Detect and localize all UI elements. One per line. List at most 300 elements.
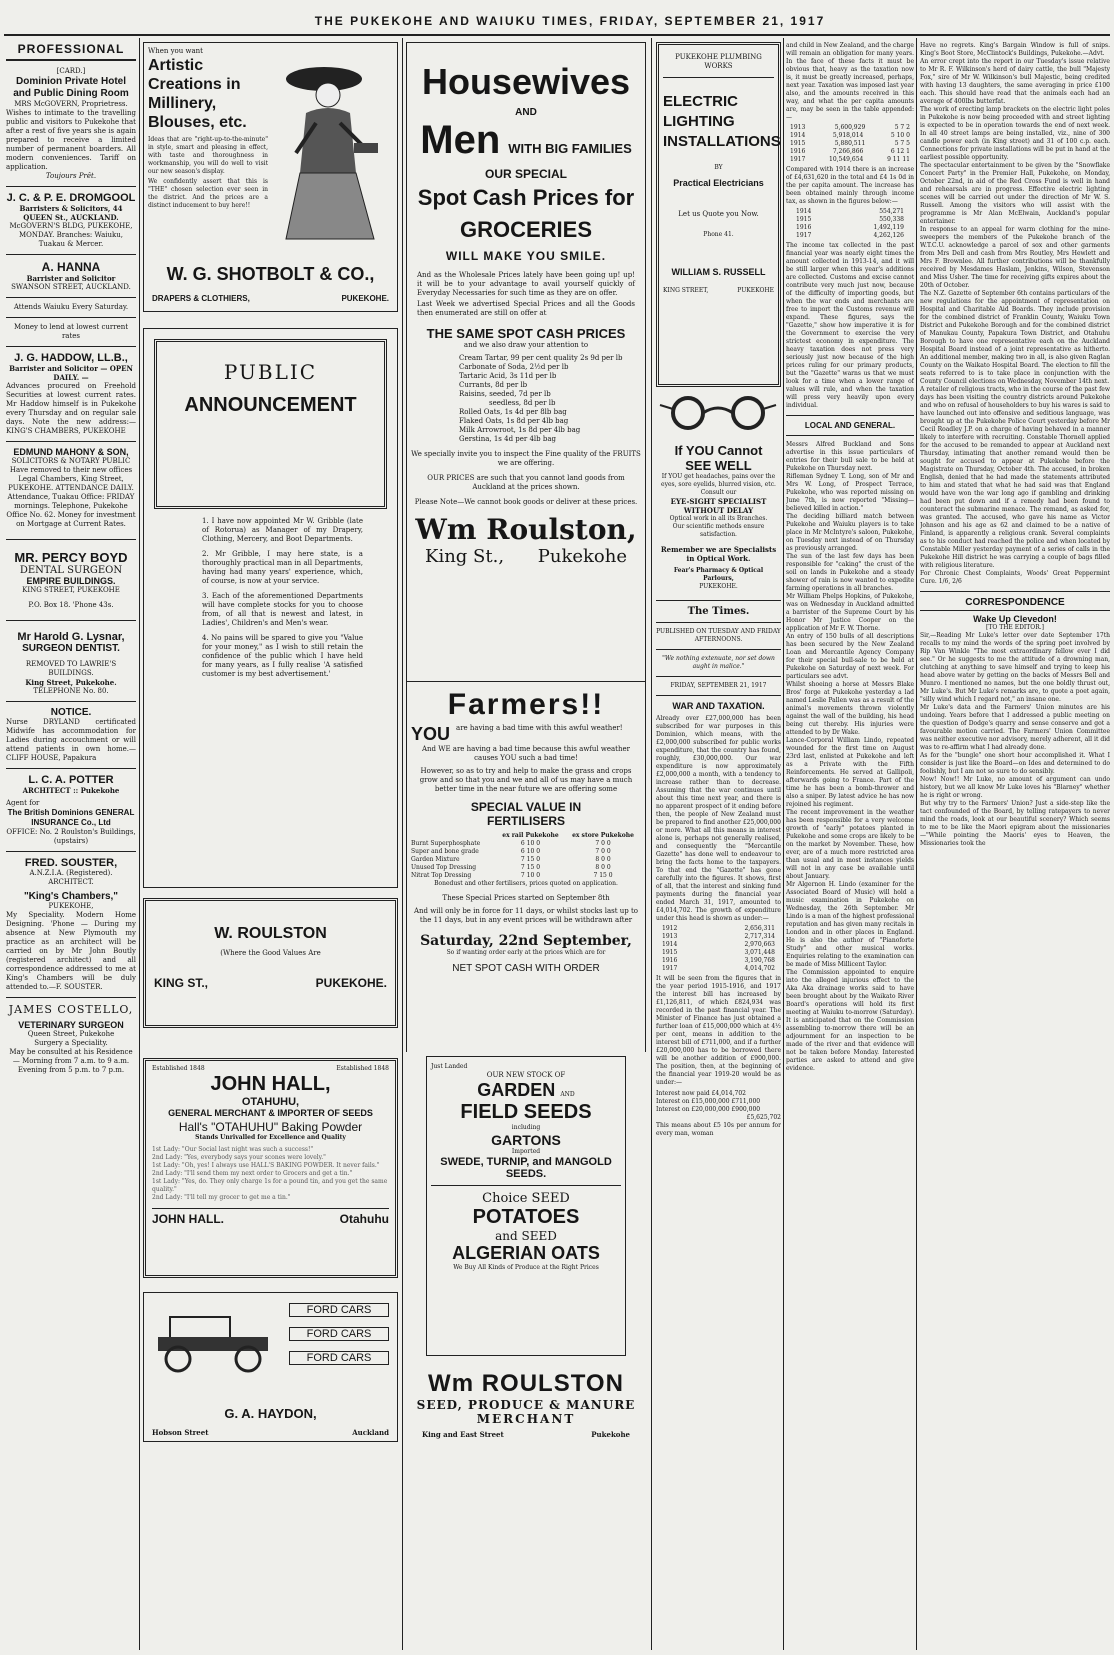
- tax-per-head: 5 10 0: [890, 132, 910, 139]
- hanna-address: SWANSON STREET, AUCKLAND.: [11, 283, 131, 291]
- hw-items-list: [459, 354, 641, 444]
- table-row: [662, 965, 775, 973]
- hw-item: Currants, 8d per lb: [459, 381, 528, 389]
- jh-stands: Stands Unrivalled for Excellence and Quality: [195, 1134, 346, 1141]
- hw-note: Please Note—We cannot book goods or deliver at these prices.: [414, 498, 638, 506]
- news-item: In response to an appeal for warm clothing for the mine-sweepers the members of the Pukekohe branch of the W.T.C.U. acknowledge a parcel of sox and other garments from Mrs Dell and cash from Mrs Routley, Mrs Hewlett and Mrs F. Brownlee. All further contributions will be thankfully received by Mesdames Haslam, Jenkins, Wilson, Stevenson and Miss Usher. The time for receiving gifts expires about the 20th of October.: [920, 226, 1110, 289]
- john-hall-ad: [143, 1058, 398, 1278]
- souster-sub: A.N.Z.I.A. (Registered). ARCHITECT.: [29, 869, 113, 886]
- farmers-you: YOU: [411, 724, 451, 744]
- jh-dialogue-2: 2nd Lady: "Yes, everybody says your scones were lovely.": [152, 1154, 326, 1161]
- seeds-including: including: [511, 1124, 541, 1131]
- hw-sig-left: King St.,: [425, 546, 505, 567]
- shotbolt-body2: We confidently assert that this is "THE" chosen selection ever seen in the district. And the prices are a distinct inducement to buy here!!: [148, 178, 268, 209]
- interest-year: 1912: [662, 925, 678, 932]
- announcement-point-1: 1. I have now appointed Mr W. Gribble (late of Rotorua) as Manager of my Drapery, Clothing, Mercery, and Boot Departments.: [202, 517, 363, 543]
- seeds-choice: Choice SEED: [482, 1191, 570, 1206]
- interest-year: 1917: [662, 965, 678, 972]
- hanna-sub: Barrister and Solicitor: [26, 274, 116, 283]
- costello-body: May be consulted at his Residence — Morning from 7 a.m. to 9 a.m. Evening from 5 p.m. to 7 p.m.: [9, 1048, 133, 1074]
- jh-product: Hall's "OTAHUHU" Baking Powder: [178, 1120, 363, 1134]
- hw-and: AND: [515, 107, 537, 118]
- fert-cell: 7 10 0: [520, 872, 541, 879]
- jh-est-left: Established 1848: [152, 1065, 205, 1072]
- ford-right: Auckland: [352, 1428, 389, 1437]
- costello-speciality: Surgery a Speciality.: [34, 1039, 108, 1047]
- fert-cell: Garden Mixture: [411, 856, 460, 863]
- farmers-net: NET SPOT CASH WITH ORDER: [452, 963, 600, 974]
- fert-header: [411, 832, 496, 840]
- table-row: [790, 132, 910, 140]
- income-year: 1916: [796, 224, 812, 231]
- tax-total: 7,266,866: [832, 148, 864, 155]
- seeds-garden: GARDEN: [477, 1080, 556, 1100]
- optical-work: Optical work in all its Branches.: [669, 515, 768, 522]
- table-row: [662, 925, 775, 933]
- plumbing-title: PUKEKOHE PLUMBING WORKS: [663, 53, 774, 78]
- fert-cell: 7 0 0: [595, 840, 611, 847]
- hotel-title: Dominion Private Hotel and Public Dining Room: [13, 76, 129, 99]
- announcement-point-3: 3. Each of the aforementioned Departments will have complete stocks for you to choose from, of all that is newest and latest, in Ladies', Children's and Men's wear.: [202, 592, 363, 627]
- interest-amount: 3,071,448: [744, 949, 775, 956]
- jh-dialogue-4: 2nd Lady: "I'll send them my next order to Grocers and get a tin.": [152, 1170, 353, 1177]
- income-year: 1917: [796, 232, 812, 239]
- table-row: [662, 933, 775, 941]
- fears-town: PUKEKOHE.: [699, 583, 738, 590]
- hw-fine-quality: We specially invite you to inspect the Fine quality of the FRUITS we are offering.: [411, 450, 641, 467]
- tax-total: 5,918,014: [832, 132, 864, 139]
- local-item: Mr Algernon H. Lindo (examiner for the Associated Board of Music) will hold a music examination in Pukekohe on Wednesday, the 26th September. Mr Lindo is a man of the highest professional reputation and has given many recitals in London and in other places in England. He is also the author of "Pianoforte Study" and other musical works. Enquiries relating to the examination can be made of Miss Millicent Taylor.: [786, 881, 914, 968]
- interest-15m: Interest on £15,000,000 £711,000: [656, 1098, 761, 1105]
- hw-our-prices: OUR PRICES are such that you cannot land goods from Auckland at the prices shown.: [427, 474, 625, 491]
- local-item: Mr William Phelps Hopkins, of Pukekohe, was on Wednesday in Auckland admitted a barrister of the Supreme Court by his Honor Mr Justice Cooper on the application of Mr F. W. Thorne.: [786, 593, 914, 632]
- hw-also: and we also draw your attention to: [463, 341, 589, 349]
- mahony-body: Have removed to their new offices Legal Chambers, King Street, PUKEKOHE. ATTENDANCE DAILY. Attendance, Tuakau Office: FRIDAY mornings. Telephone, Pukekohe Office No. 62. Money for investment on Mortgage at Current Rates.: [6, 466, 136, 528]
- seeds-gartons: GARTONS: [491, 1132, 561, 1148]
- table-row: [411, 856, 641, 864]
- russell-right: PUKEKOHE: [737, 287, 774, 294]
- seeds-swede: SWEDE, TURNIP, and MANGOLD SEEDS.: [440, 1156, 612, 1180]
- jh-name: JOHN HALL,: [210, 1073, 331, 1095]
- war-taxation-title: WAR AND TAXATION.: [672, 701, 765, 711]
- interest-now-paid: Interest now paid £4,014,702: [656, 1090, 746, 1097]
- mahony-title: EDMUND MAHONY & SON,: [13, 447, 129, 457]
- souster-title: FRED. SOUSTER,: [24, 857, 118, 869]
- income-amount: 1,492,119: [873, 224, 904, 231]
- tax-total: 5,880,511: [834, 140, 866, 147]
- war-taxation-body2: It will be seen from the figures that in the year period 1915-1916, and 1917 the interest bill has increased by £1,126,811, of which £824,934 was recorded in the past financial year. The Minister of Finance has just obtained a further loan of £15,000,000 which at 4½ per cent, means in addition to the interest bill of £711,000, and if a further £20,000,000 has to be borrowed there will be another addition of £900,000. The position, then, at the beginning of the financial year 1919-20 would be as under:—: [656, 975, 781, 1086]
- fert-note: Bonedust and other fertilisers, prices quoted on application.: [434, 880, 618, 887]
- fert-header: ex store Pukekohe: [572, 832, 634, 839]
- fert-cell: Burnt Superphosphate: [411, 840, 481, 847]
- hw-intro2: Last Week we advertised Special Prices and all the Goods then enumerated are still on offer at: [417, 300, 635, 317]
- farmers-fertilisers: FERTILISERS: [486, 814, 565, 828]
- table-row: [790, 148, 910, 156]
- hotel-sign: Toujours Prêt.: [45, 172, 97, 180]
- card-label: [CARD.]: [56, 67, 86, 75]
- news-item: A retailer of religious tracts, who in the course of the past few days has been visiting the country districts around Pukekohe and who on refusal of householders to buy his wares is said to have launched out into offensive and seditious language, was brought up at the Pukekohe Police Court yesterday before Mr Cecil Roadley J.P. on a charge of having behaved in a manner likely to interfere with recruiting. Constable Thornell applied for the accused to be remanded to appear at Auckland next Thursday, intimating that another remand would then be sought for accused to appear at Pukekohe before the Magistrate on Thursday, October 4th. The accused, in broken English, denied that he had made the statements attributed to him and stated that what he had said was that England would have won the war long ago if gambling and drinking had been put down and if a remedy had been found to counteract the submarine menace. The remand, as asked for, was granted. The accused, who gave his name as Victor Johnson and his age as 62 and claimed to be a native of Finland, is apparently a religious crank. Several complaints as to his conduct had reached the police and when located by Constable Miller yesterday payment of a series of calls in the Pukekohe Hill district he was carrying a couple of bags filled with religious literature.: [920, 386, 1110, 569]
- jh-town: OTAHUHU,: [241, 1096, 300, 1108]
- optical-ad: [656, 391, 781, 595]
- farmers-headline: Farmers!!: [447, 688, 605, 721]
- hw-spot-cash: Spot Cash Prices for: [417, 185, 635, 210]
- lysnar-title: Mr Harold G. Lysnar,: [17, 631, 125, 643]
- news-item: The N.Z. Gazette of September 6th contains particulars of the new regulations for the appointment of representation on Hospital and Charitable Aid Boards. They include provision for the combined district of Franklin County, Waiuku Town District and Pukekohe Borough and for the combined district of Manukau County, Papakura Town District, and Otahuhu Borough to have one representative each on the Auckland Hospital Board instead of a joint representative as hitherto. An additional member, making two in all, is also given Raglan County on the Waikato Hospital Board. The election to fill the seats referred to is to take place in conjunction with the County Council elections on Wednesday, November 14th next.: [920, 290, 1110, 385]
- seeds-new-stock: OUR NEW STOCK OF: [486, 1071, 566, 1079]
- column-rule: [651, 38, 652, 1650]
- table-row: [662, 957, 775, 965]
- letter-paragraph: But why try to the Farmers' Union? Just a side-step like the tact confounded of the Board, by telling ratepayers to never mind the roads, look at our beautiful scenery? Which seems to me to be like the Maori epigram about the missionaries—"While pointing the Maoris' eyes to Heaven, the Missionaries took the: [920, 800, 1110, 847]
- shotbolt-headline: Artistic Creations in Millinery, Blouses, etc.: [148, 57, 247, 131]
- hw-item: Cream Tartar, 99 per cent quality 2s 9d per lb: [459, 354, 623, 362]
- table-row: [411, 864, 641, 872]
- roulston-tagline: (Where the Good Values Are: [220, 949, 321, 957]
- seeds-landed: Just Landed: [431, 1063, 468, 1070]
- interest-year: 1915: [662, 949, 678, 956]
- table-row: [790, 140, 910, 148]
- local-item: Whilst shoeing a horse at Messrs Blake Bros' forge at Pukekohe yesterday a lad named Leslie Pallen was as a result of the animal's movements thrown violently against the wall of the building, his head being cut thereby. His injuries were attended to by Dr Wake.: [786, 681, 914, 736]
- boyd-title: MR. PERCY BOYD: [14, 550, 128, 565]
- notice-title: NOTICE.: [50, 707, 92, 718]
- scientific-methods: Our scientific methods ensure satisfaction.: [672, 523, 765, 538]
- fert-cell: Nitrat Top Dressing: [411, 872, 472, 879]
- interest-amount: 2,970,663: [744, 941, 775, 948]
- remember-specialists: Remember we are Specialists in Optical Work.: [660, 545, 777, 563]
- lysnar-sub: SURGEON DENTIST.: [22, 643, 120, 654]
- times-motto: "We nothing extenuate, nor set down aught in malice.": [662, 655, 775, 670]
- car-illustration-icon: [150, 1307, 280, 1377]
- hw-housewives: Housewives: [421, 61, 631, 102]
- tax-per-head: 6 12 1: [890, 148, 910, 155]
- announcement-banner: [154, 339, 387, 509]
- lady-illustration-icon: [276, 53, 386, 243]
- haddow-body: Advances procured on Freehold Securities at lowest current rates. Mr Haddow himself is in Pukekohe every Thursday and on regular sale days. Note the new address:— KING'S CHAMBERS, PUKEKOHE: [6, 382, 136, 435]
- lysnar-tel: TELEPHONE No. 80.: [33, 687, 109, 695]
- local-item: The deciding billiard match between Pukekohe and Waiuku players is to take place in Mr McIntyre's saloon, Pukekohe, on Tuesday next instead of on Thursday as previously arranged.: [786, 513, 914, 552]
- shotbolt-want: When you want: [148, 47, 203, 55]
- plumbing-phone: Phone 41.: [703, 231, 734, 238]
- announcement-line2: ANNOUNCEMENT: [184, 394, 357, 416]
- farmers-saturday2: So if wanting order early at the prices which are for: [446, 949, 606, 956]
- costello-title: JAMES COSTELLO,: [8, 1003, 134, 1016]
- fert-cell: Unused Top Dressing: [411, 864, 477, 871]
- potter-title: L. C. A. POTTER: [28, 774, 114, 786]
- interest-total: £5,625,702: [746, 1114, 781, 1121]
- interest-amount: 2,717,314: [744, 933, 775, 940]
- professional-header: PROFESSIONAL: [6, 42, 136, 61]
- hw-big-families: WITH BIG FAMILIES: [508, 141, 632, 156]
- interest-table: [662, 925, 775, 973]
- hw-signature: Wm Roulston,: [415, 513, 637, 546]
- hanna-money: Money to lend at lowest current rates: [13, 323, 129, 340]
- tax-year: 1916: [790, 148, 806, 155]
- professional-column: [6, 42, 136, 1650]
- shotbolt-name: W. G. SHOTBOLT & CO.,: [166, 264, 375, 284]
- announcement-line1: PUBLIC: [223, 360, 318, 384]
- letter-paragraph: Now! Now!! Mr Luke, no amount of argument can undo history, but we all know Mr Luke loves his "Blarney" whether he is right or wrong.: [920, 776, 1110, 799]
- tax-year: 1915: [790, 140, 806, 147]
- jh-foot-right: Otahuhu: [339, 1212, 389, 1226]
- tax-year: 1913: [790, 124, 806, 131]
- tax-year: 1917: [790, 156, 806, 163]
- roulston-ad: [143, 898, 398, 1028]
- news-item: An error crept into the report in our Tuesday's issue relative to Mr R. F. Wilkinson's herd of dairy cattle, the bull "Majesty Fox," sire of Mr W. Wilkinson's bull Majestic, being credited with having 13 daughters, the same averaging in price £100 each. This should have read that the animals each had an average of 400lbs butterfat.: [920, 58, 1110, 105]
- war-continued3: The income tax collected in the past financial year was nearly eight times the amount collected in 1913-14, and it will be still larger when this year's additions are collected. Customs and excise cannot contribute very much just now, because of the difficulty of importing goods, but when the war ends and merchants are free to import the Customs revenue will expand. These figures, says the "Gazette," show how imperative it is for the Government to exercise the very strictest economy in expenditure. The heavy taxation does not press very seriously just now because of the high prices ruling for our primary products, but the "Gazette" warns us that we must look for a time when a lower range of values will rule, and when the taxation will press very heavily upon every individual.: [786, 242, 914, 409]
- hw-item: Tartaric Acid, 3s 11d per lb: [459, 372, 557, 380]
- dromgool-sub: Barristers & Solicitors, 44 QUEEN St., AUCKLAND.: [19, 204, 123, 222]
- without-delay: WITHOUT DELAY: [683, 506, 754, 515]
- mahony-sub: SOLICITORS & NOTARY PUBLIC: [11, 457, 131, 465]
- local-item: The sun of the last few days has been responsible for "caking" the crust of the soil on lands in Pukekohe and a steady shower of rain is now wanted to expedite farming operations in all branches.: [786, 553, 914, 592]
- fert-cell: 7 15 0: [593, 872, 613, 879]
- seeds-right-prices: We Buy All Kinds of Produce at the Right Prices: [453, 1264, 599, 1271]
- seeds-and: AND: [560, 1091, 575, 1098]
- shotbolt-foot-left: DRAPERS & CLOTHIERS,: [152, 294, 250, 303]
- boyd-building: EMPIRE BUILDINGS.: [26, 576, 116, 586]
- local-item: Rifleman Sydney T. Long, son of Mr and Mrs W. Long, of Prospect Terrace, Pukekohe, who was reported missing on June 7th, is now reported "Missing—believed killed in action.": [786, 473, 914, 512]
- roulston-name: W. ROULSTON: [214, 925, 327, 942]
- income-amount: 554,271: [879, 208, 904, 215]
- see-well: SEE WELL: [685, 458, 752, 473]
- fert-header: ex rail Pukekohe: [502, 832, 559, 839]
- table-row: [796, 208, 904, 216]
- hanna-title: A. HANNA: [41, 260, 101, 274]
- taxation-and-local-column: [786, 42, 914, 1650]
- hw-item: Rolled Oats, 1s 4d per 8lb bag: [459, 408, 567, 416]
- farmers-ad: [406, 682, 646, 1052]
- haddow-sub: Barrister and Solicitor — OPEN DAILY. —: [9, 364, 133, 382]
- news-item: For Chronic Chest Complaints, Woods' Great Peppermint Cure. 1/6, 2/6: [920, 570, 1110, 585]
- fertiliser-table: [411, 832, 641, 880]
- souster-body: My Speciality. Modern Home Designing. 'Phone — During my absence at New Plymouth my practice as an architect will be carried on by Mr John Boutly (registered architect) and all correspondence addressed to me at King's Chambers will be duly attended to.—F. SOUSTER.: [6, 911, 136, 991]
- war-continued: and child in New Zealand, and the charge will remain an obligation for many years. In the face of these facts it must be obvious that, heavy as the taxation now is, it must be greatly increased, perhaps, next year. Taxation was imposed last year also, and the amounts received in this way, and what the per capita amounts are, may be seen in the table appended:—: [786, 42, 914, 121]
- fert-cell: 8 0 0: [595, 864, 611, 871]
- fert-cell: 8 0 0: [595, 856, 611, 863]
- news-item: The spectacular entertainment to be given by the "Snowflake Concert Party" in the Premier Hall, Pukekohe, on Monday, October 22nd, in aid of the Red Cross Fund is well in hand and rehearsals are in progress. Effective electric lighting scenes will be carried out under the direction of Mr W. S. Russell. Among the visitors who will assist with the programme is Mr Alan McElwain, Auckland's popular entertainer.: [920, 162, 1110, 225]
- jh-dialogue-5: 1st Lady: "Yes, do. They only charge 1s for a pound tin, and you get the same quality.": [152, 1178, 388, 1193]
- jh-dialogue-3: 1st Lady: "Oh, yes! I always use HALL'S BAKING POWDER. It never fails.": [152, 1162, 380, 1169]
- correspondence-sub: Wake Up Clevedon!: [973, 614, 1057, 624]
- fert-cell: 7 0 0: [595, 848, 611, 855]
- hanna-attends: Attends Waiuku Every Saturday.: [13, 303, 129, 311]
- wm-roulston-merchant: MERCHANT: [476, 1412, 576, 1426]
- souster-chambers: "King's Chambers,": [23, 891, 119, 902]
- letter-paragraph: Mr Luke's data and the Farmers' Union minutes are his undoing. Years before that I addressed a public meeting on the question of Dodge's quarry and sense conserve and got a favourable motion carried. The Farmers' Union Committee was neither executive nor advisory, merely adherent, all it did was to re-affirm what I had already done.: [920, 704, 1110, 751]
- interest-20m: Interest on £20,000,000 £900,000: [656, 1106, 761, 1113]
- farmers-text-2: And WE are having a bad time because this awful weather causes YOU such a bad time!: [421, 745, 630, 762]
- masthead: THE PUKEKOHE AND WAIUKU TIMES, FRIDAY, SEPTEMBER 21, 1917: [314, 14, 826, 28]
- tax-total: 5,600,929: [834, 124, 866, 131]
- interest-amount: 4,014,702: [744, 965, 775, 972]
- public-announcement: [143, 328, 398, 888]
- seeds-and-seed: and SEED: [495, 1229, 557, 1243]
- announcement-point-2: 2. Mr Gribble, I may here state, is a thoroughly practical man in all Departments, having had many years' experience, which, of course, is now at your service.: [202, 550, 363, 585]
- table-row: [411, 848, 641, 856]
- jh-est-right: Established 1848: [336, 1065, 389, 1072]
- spectacles-icon: [658, 395, 779, 431]
- ford-ad: [143, 1292, 398, 1442]
- hw-item: Milk Arrowroot, 1s 8d per 4lb bag: [459, 426, 581, 434]
- issue-date: FRIDAY, SEPTEMBER 21, 1917: [670, 682, 767, 689]
- potter-agent: Agent for: [6, 799, 40, 807]
- correspondence-title: CORRESPONDENCE: [920, 597, 1110, 611]
- costello-sub: VETERINARY SURGEON: [18, 1020, 124, 1030]
- letter-paragraph: As for the "bungle" one short hour accomplished it. What I consider is just like the Board—on Ides and determined to do foolishly, but I am not so sure to do sensibly.: [920, 752, 1110, 775]
- jh-foot-left: JOHN HALL.: [152, 1212, 224, 1226]
- hotel-body: Wishes to intimate to the travelling public and visitors to Pukekohe that after a rest of five years she is again prepared to receive a limited number of permanent boarders. All modern conveniences. Tariff on application.: [6, 109, 136, 171]
- fert-cell: 6 10 0: [520, 848, 541, 855]
- boyd-sub: DENTAL SURGEON: [19, 565, 123, 576]
- notice-body: Nurse DRYLAND certificated Midwife has accommodation for Ladies during accouchment or will attend patients in own home.— CLIFF HOUSE, Papakura: [6, 718, 136, 762]
- seeds-field: FIELD SEEDS: [460, 1101, 592, 1123]
- lysnar-body: REMOVED TO LAWRIE'S BUILDINGS.: [25, 660, 117, 677]
- column-rule: [139, 38, 140, 1650]
- farmers-start: These Special Prices started on September 8th: [442, 894, 610, 902]
- farmers-saturday: Saturday, 22nd September,: [420, 933, 632, 949]
- drapery-column: [143, 42, 398, 1650]
- published-days: PUBLISHED ON TUESDAY AND FRIDAY AFTERNOONS.: [656, 628, 781, 643]
- roulston-column: [406, 42, 646, 1650]
- income-year: 1915: [796, 216, 812, 223]
- announcement-point-4: 4. No pains will be spared to give you "Value for your money," as I wish to still retain the confidence of the public which I have held for many years, as I fully realise 'A satisfied customer is my best advertisement.': [202, 634, 363, 678]
- column-rule: [916, 38, 917, 1650]
- column-rule: [402, 38, 403, 1650]
- roulston-right: PUKEKOHE.: [315, 976, 387, 990]
- interest-amount: 3,190,768: [744, 957, 775, 964]
- dromgool-title: J. C. & P. E. DROMGOOL: [6, 192, 136, 204]
- hw-intro: And as the Wholesale Prices lately have been going up! up! it will be to your advantage to avail yourself quickly of Everyday Necessaries for such time as they are on offer.: [417, 271, 635, 297]
- jh-sub: GENERAL MERCHANT & IMPORTER OF SEEDS: [168, 1108, 373, 1118]
- table-row: [796, 224, 904, 232]
- if-you-cannot: If YOU Cannot: [674, 443, 763, 458]
- farmers-text-1: are having a bad time with this awful weather!: [456, 724, 623, 732]
- ford-line-3: FORD CARS: [289, 1351, 389, 1365]
- war-means: This means about £5 10s per annum for every man, woman: [656, 1122, 781, 1137]
- boyd-box: P.O. Box 18. 'Phone 43s.: [28, 601, 114, 609]
- income-amount: 4,262,126: [873, 232, 904, 239]
- fert-cell: 7 15 0: [520, 856, 541, 863]
- william-russell: WILLIAM S. RUSSELL: [671, 267, 766, 277]
- column-rule: [783, 38, 784, 1650]
- costello-address: Queen Street, Pukekohe: [27, 1030, 115, 1038]
- dromgool-body: McGOVERN'S BLDG, PUKEKOHE, MONDAY. Branches: Waiuku, Tuakau & Mercer.: [9, 222, 133, 248]
- local-item: Lance-Corporal William Lindo, repeated wounded for the first time on August 23rd last, enlisted at Pukekohe and left as a Private with the Fifth Reinforcements. He served at Gallipoli, afterwards going to France. Part of the time he has been a bomb-thrower and also a sniper. By latest advice he has now rejoined his regiment.: [786, 737, 914, 808]
- souster-town: PUKEKOHE,: [48, 902, 94, 910]
- jh-dialogue-1: 1st Lady: "Our Social last night was such a success!": [152, 1146, 314, 1153]
- quote-now: Let us Quote you Now.: [678, 210, 759, 218]
- seeds-ad: [426, 1056, 626, 1356]
- boyd-address: KING STREET, PUKEKOHE: [22, 586, 120, 594]
- fears-pharmacy: Fear's Pharmacy & Optical Parlours,: [673, 567, 764, 582]
- news-item: Have no regrets. King's Bargain Window is full of snips. King's Boot Store, McClintock's Buildings, Pukekohe.—Advt.: [920, 42, 1110, 57]
- ford-line-1: FORD CARS: [289, 1303, 389, 1317]
- tax-year: 1914: [790, 132, 806, 139]
- local-item: The recent improvement in the weather has been responsible for a very welcome growth of "early" potatoes planted in Pukekohe and some crops are likely to be on the market by November. These, how ever, are of a much more restricted area than usual and in most instances yields will not in any case be available until about January.: [786, 809, 914, 880]
- interest-year: 1913: [662, 933, 678, 940]
- seeds-oats: ALGERIAN OATS: [452, 1243, 600, 1263]
- electric-lighting: ELECTRIC LIGHTING INSTALLATIONS: [663, 93, 781, 150]
- wm-roulston-left: King and East Street: [422, 1430, 504, 1439]
- jh-dialogue-6: 2nd Lady: "I'll tell my grocer to get me a tin.": [152, 1194, 291, 1201]
- tax-per-head: 5 7 5: [894, 140, 910, 147]
- farmers-valid: And will only be in force for 11 days, or whilst stocks last up to the 11 days, but in any event prices will be withdrawn after: [413, 907, 639, 924]
- fert-cell: 7 15 0: [520, 864, 541, 871]
- hw-same-prices: THE SAME SPOT CASH PRICES: [426, 326, 626, 341]
- shotbolt-body: Ideas that are "right-up-to-the-minute" in style, smart and pleasing in effect, with taste and thoroughness in workmanship, you will do well to visit our new season's display.: [148, 136, 268, 175]
- the-times: The Times.: [687, 606, 750, 617]
- seeds-potatoes: POTATOES: [472, 1206, 580, 1228]
- ford-dealer: G. A. HAYDON,: [224, 1406, 317, 1421]
- local-general-title: LOCAL AND GENERAL.: [804, 421, 896, 430]
- income-table: [796, 208, 904, 240]
- wm-roulston-sub: SEED, PRODUCE & MANURE: [416, 1398, 636, 1412]
- local-item: The Commission appointed to enquire into the alleged injurious effect to the Aka Aka drainage works said to have been brought about by the Waikato River Board's operations will hold its first meeting at Waiuku to-morrow (Saturday). It is anticipated that on the Commission assembling to-morrow there will be an adjournment for an inspection to be made of the river and that evidence will not be taken before Monday. Interested parties are asked to attend and give evidence.: [786, 969, 914, 1072]
- tax-per-head: 5 7 2: [894, 124, 910, 131]
- fert-cell: 6 10 0: [520, 840, 541, 847]
- hw-item: Carbonate of Soda, 2½d per lb: [459, 363, 569, 371]
- interest-amount: 2,656,311: [744, 925, 775, 932]
- ford-line-2: FORD CARS: [289, 1327, 389, 1341]
- housewives-ad: [406, 42, 646, 682]
- table-row: [411, 840, 641, 848]
- electric-by: BY: [714, 164, 723, 171]
- eyesight-specialist: EYE-SIGHT SPECIALIST: [670, 497, 767, 506]
- seeds-imported: Imported: [511, 1148, 541, 1155]
- hw-our-special: OUR SPECIAL: [484, 167, 567, 181]
- table-row: [790, 124, 910, 132]
- table-row: [662, 949, 775, 957]
- local-item: Messrs Alfred Buckland and Sons advertise in this issue particulars of entries for their bull sale to be held at Pukekohe on Thursday next.: [786, 441, 914, 472]
- interest-year: 1914: [662, 941, 678, 948]
- tax-table: [790, 124, 910, 164]
- practical-electricians: Practical Electricians: [673, 178, 764, 188]
- plumbing-ad: [656, 42, 781, 387]
- russell-left: KING STREET,: [663, 287, 709, 294]
- income-amount: 550,338: [879, 216, 904, 223]
- potter-sub: ARCHITECT :: Pukekohe: [22, 786, 120, 795]
- hw-item: Raisins, seeded, 7d per lb: [459, 390, 551, 398]
- farmers-special-value: SPECIAL VALUE IN: [470, 800, 582, 814]
- shotbolt-foot-right: PUKEKOHE.: [341, 294, 389, 303]
- tax-total: 10,549,654: [829, 156, 864, 163]
- hw-item: Flaked Oats, 1s 8d per 4lb bag: [459, 417, 569, 425]
- electric-and-editorial-column: [656, 42, 781, 1650]
- lysnar-address: King Street, Pukekohe.: [25, 678, 117, 687]
- wm-roulston-right: Pukekohe: [591, 1430, 630, 1439]
- hw-item: Gerstina, 1s 4d per 4lb bag: [459, 435, 557, 443]
- ford-left: Hobson Street: [152, 1428, 209, 1437]
- table-row: [796, 216, 904, 224]
- hw-groceries: GROCERIES: [459, 217, 593, 242]
- news-column: [920, 42, 1110, 1650]
- interest-year: 1916: [662, 957, 678, 964]
- roulston-left: KING ST.,: [154, 976, 209, 990]
- wm-roulston-name: Wm ROULSTON: [428, 1370, 624, 1397]
- table-row: [411, 872, 641, 880]
- potter-company: The British Dominions GENERAL INSURANCE Co., Ltd: [7, 808, 135, 827]
- optical-body: If YOU get headaches, pains over the eyes, sore eyelids, blurred vision, etc. Consult our: [661, 473, 776, 496]
- income-year: 1914: [796, 208, 812, 215]
- local-item: An entry of 150 bulls of all descriptions has been secured by the New Zealand Loan and Mercantile Agency Company for their special bull-sale to be held at Pukekohe on Saturday of next week. For particulars see advt.: [786, 633, 914, 680]
- tax-per-head: 9 11 11: [887, 156, 910, 163]
- table-row: [796, 232, 904, 240]
- letter-paragraph: Sir,—Reading Mr Luke's letter over date September 17th recalls to my mind the words of the spring poet involved by Rip Van Winkle "The most extraordinary fellow ever I did see." Or he suggests to me the attitude of a drowning man, clutching at anything to save himself and trying to keep his head above water by getting on the backs of Messrs Bell and Munro. I mentioned no names, but the one boldly thrust out, Mr Luke's. But Mr Luke's remarks are, to quote a poet again, "silly wind which I regard not," an insane one.: [920, 632, 1110, 703]
- hw-item: seedless, 8d per lb: [489, 399, 556, 407]
- fert-cell: Super and bone grade: [411, 848, 479, 855]
- potter-office: OFFICE: No. 2 Roulston's Buildings, (upstairs): [6, 828, 136, 845]
- farmers-text-3: However, so as to try and help to make the grass and crops grow and so that you and we and all of us may have a much better time in the near future we are offering some: [419, 767, 633, 793]
- table-row: [790, 156, 910, 164]
